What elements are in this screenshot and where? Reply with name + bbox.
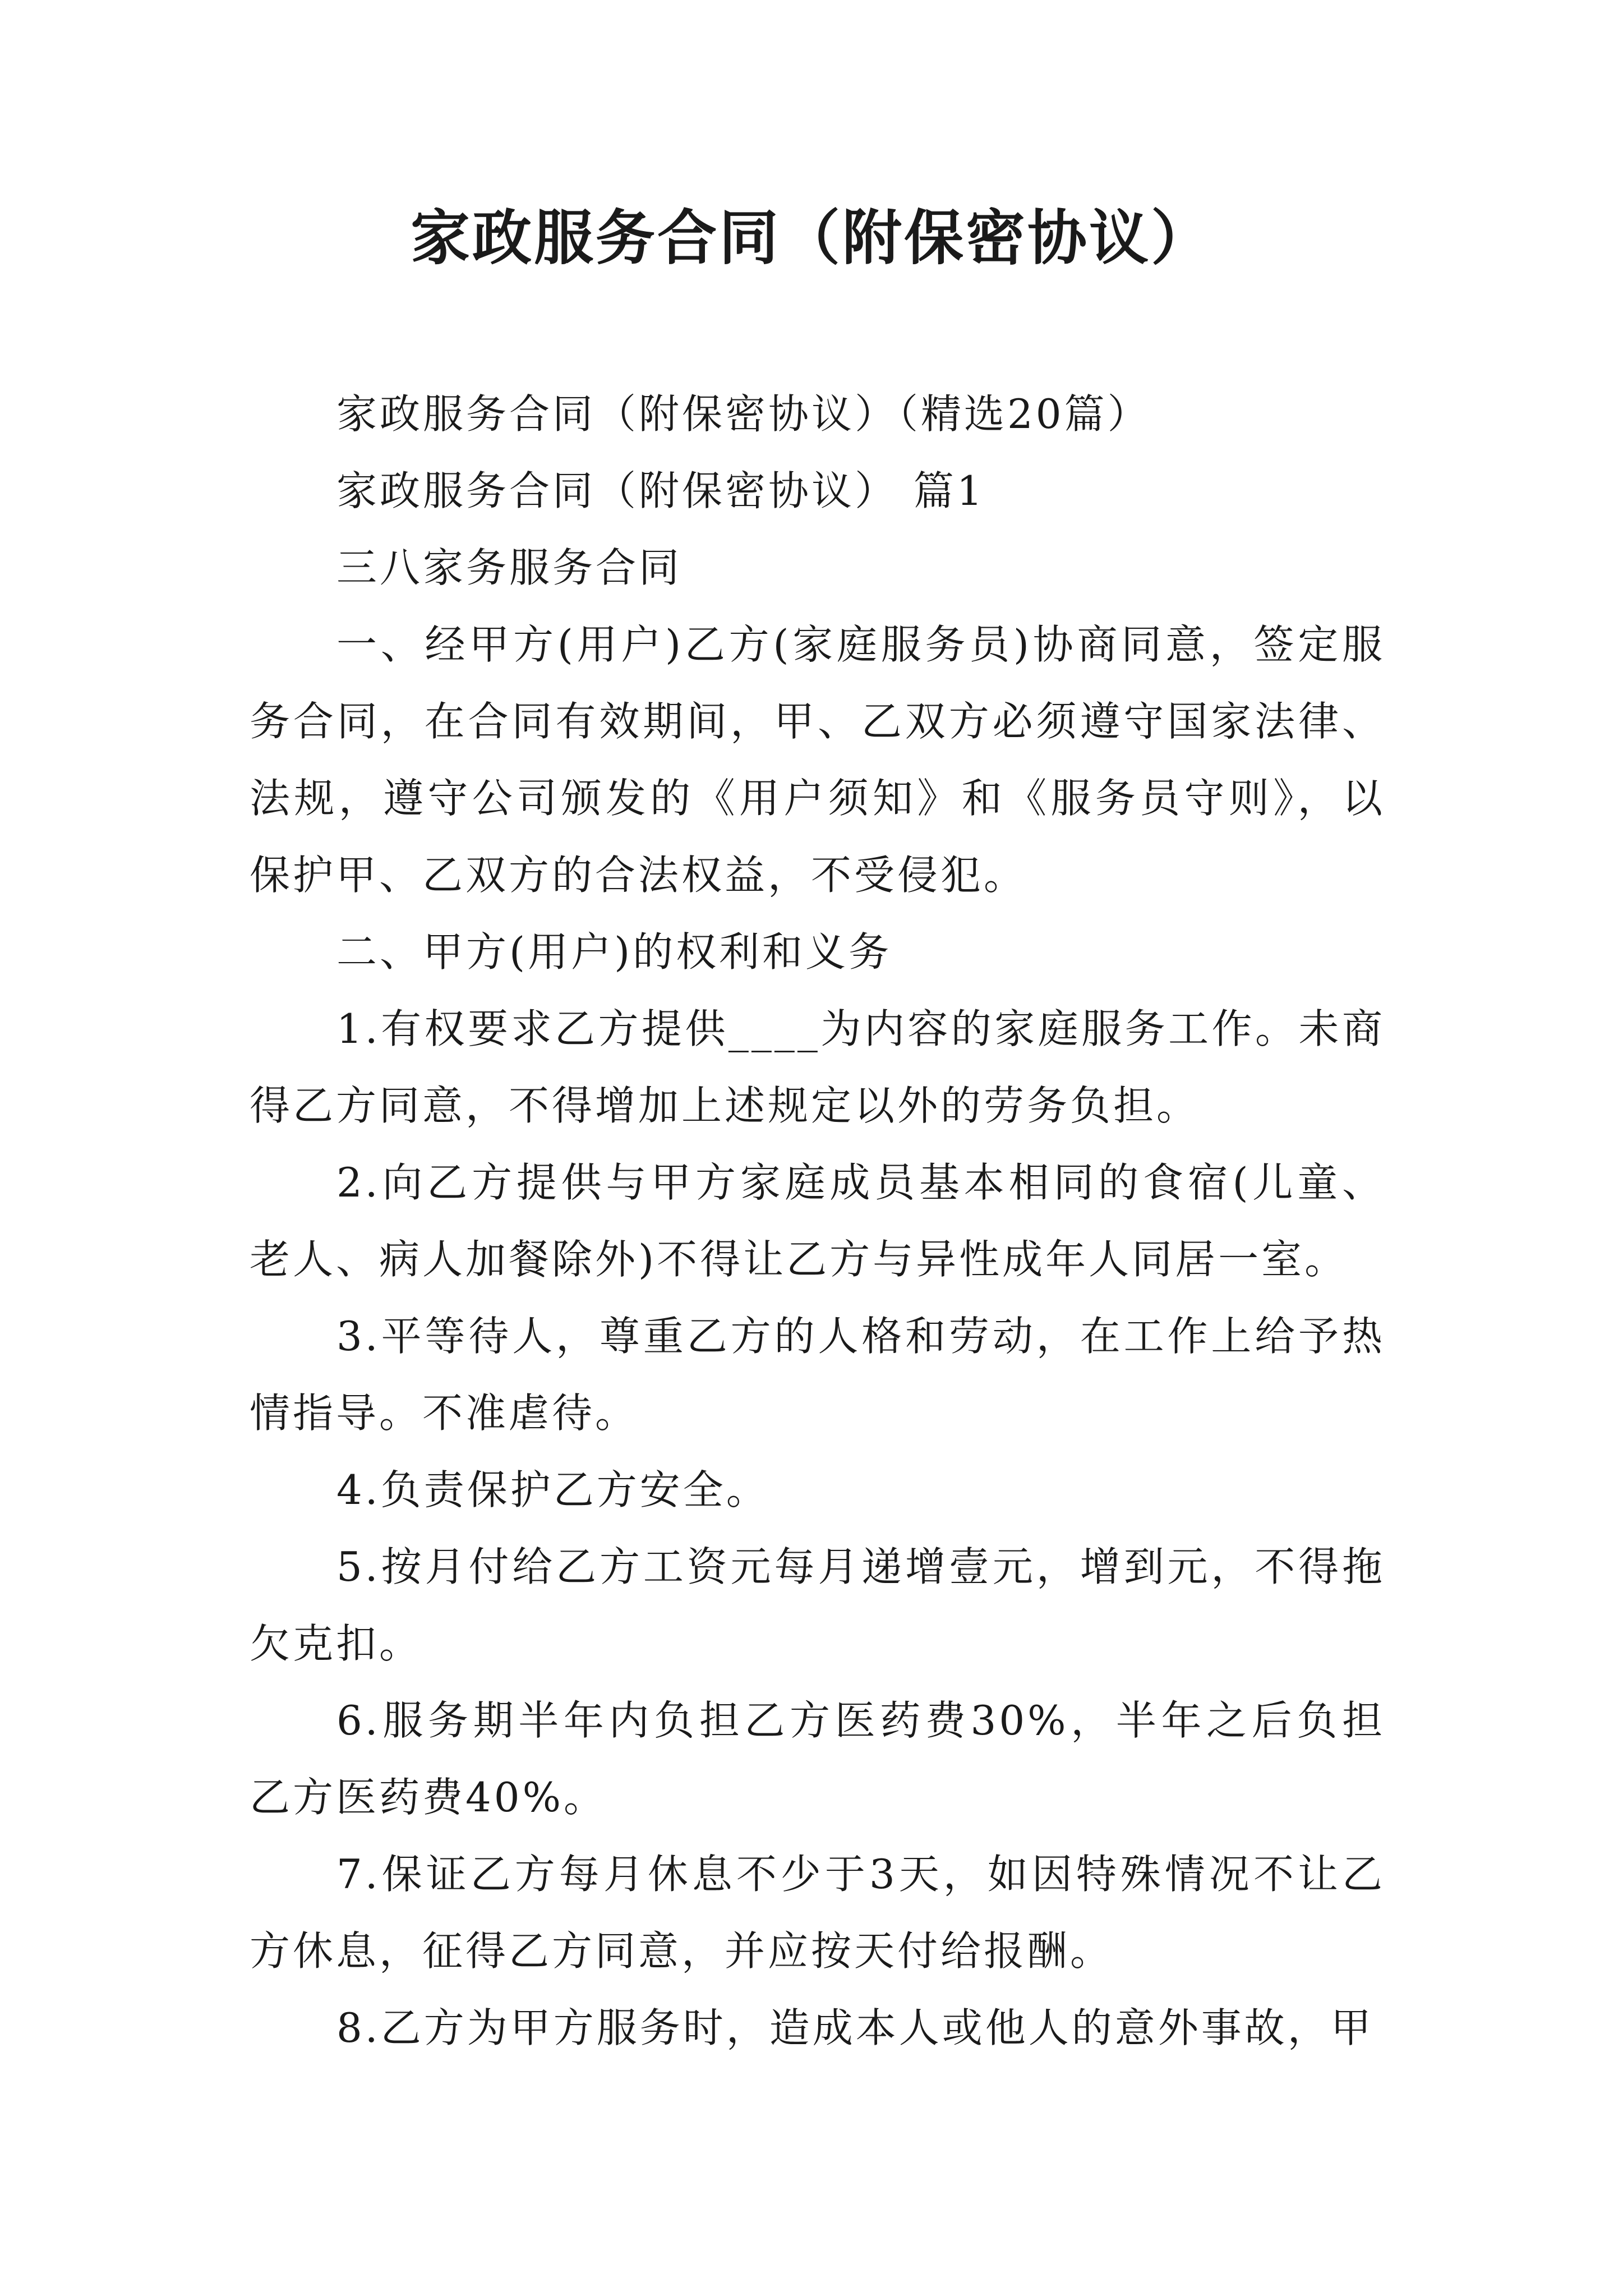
paragraph-collection-title: 家政服务合同（附保密协议）（精选20篇） — [336, 390, 1151, 438]
paragraph-section-heading: 家政服务合同（附保密协议） 篇1 — [336, 467, 985, 514]
document-title: 家政服务合同（附保密协议） — [411, 204, 1212, 273]
paragraph-item-5: 5.按月付给乙方工资元每月递增壹元，增到元，不得拖欠克扣。 — [250, 1543, 1385, 1667]
paragraph-clause-1: 一、经甲方(用户)乙方(家庭服务员)协商同意，签定服务合同，在合同有效期间，甲、乙双方必须遵守国家法律、法规，遵守公司颁发的《用户须知》和《服务员守则》，以保护甲、乙双方的合法权益，不受侵犯。 — [250, 621, 1385, 899]
paragraph-clause-2-heading: 二、甲方(用户)的权利和义务 — [336, 928, 892, 976]
paragraph-item-8: 8.乙方为甲方服务时，造成本人或他人的意外事故，甲 — [336, 2004, 1374, 2051]
paragraph-item-4: 4.负责保护乙方安全。 — [336, 1466, 769, 1513]
paragraph-item-1: 1.有权要求乙方提供____为内容的家庭服务工作。未商得乙方同意，不得增加上述规定以外的劳务负担。 — [250, 1005, 1385, 1129]
document-body — [250, 376, 1385, 2067]
paragraph-item-7: 7.保证乙方每月休息不少于3天，如因特殊情况不让乙方休息，征得乙方同意，并应按天付给报酬。 — [250, 1851, 1385, 1975]
paragraph-contract-name: 三八家务服务合同 — [336, 544, 683, 591]
paragraph-item-2: 2.向乙方提供与甲方家庭成员基本相同的食宿(儿童、老人、病人加餐除外)不得让乙方与异性成年人同居一室。 — [250, 1159, 1385, 1283]
paragraph-item-6: 6.服务期半年内负担乙方医药费30%，半年之后负担乙方医药费40%。 — [250, 1697, 1385, 1821]
paragraph-item-3: 3.平等待人，尊重乙方的人格和劳动，在工作上给予热情指导。不准虐待。 — [250, 1313, 1385, 1437]
